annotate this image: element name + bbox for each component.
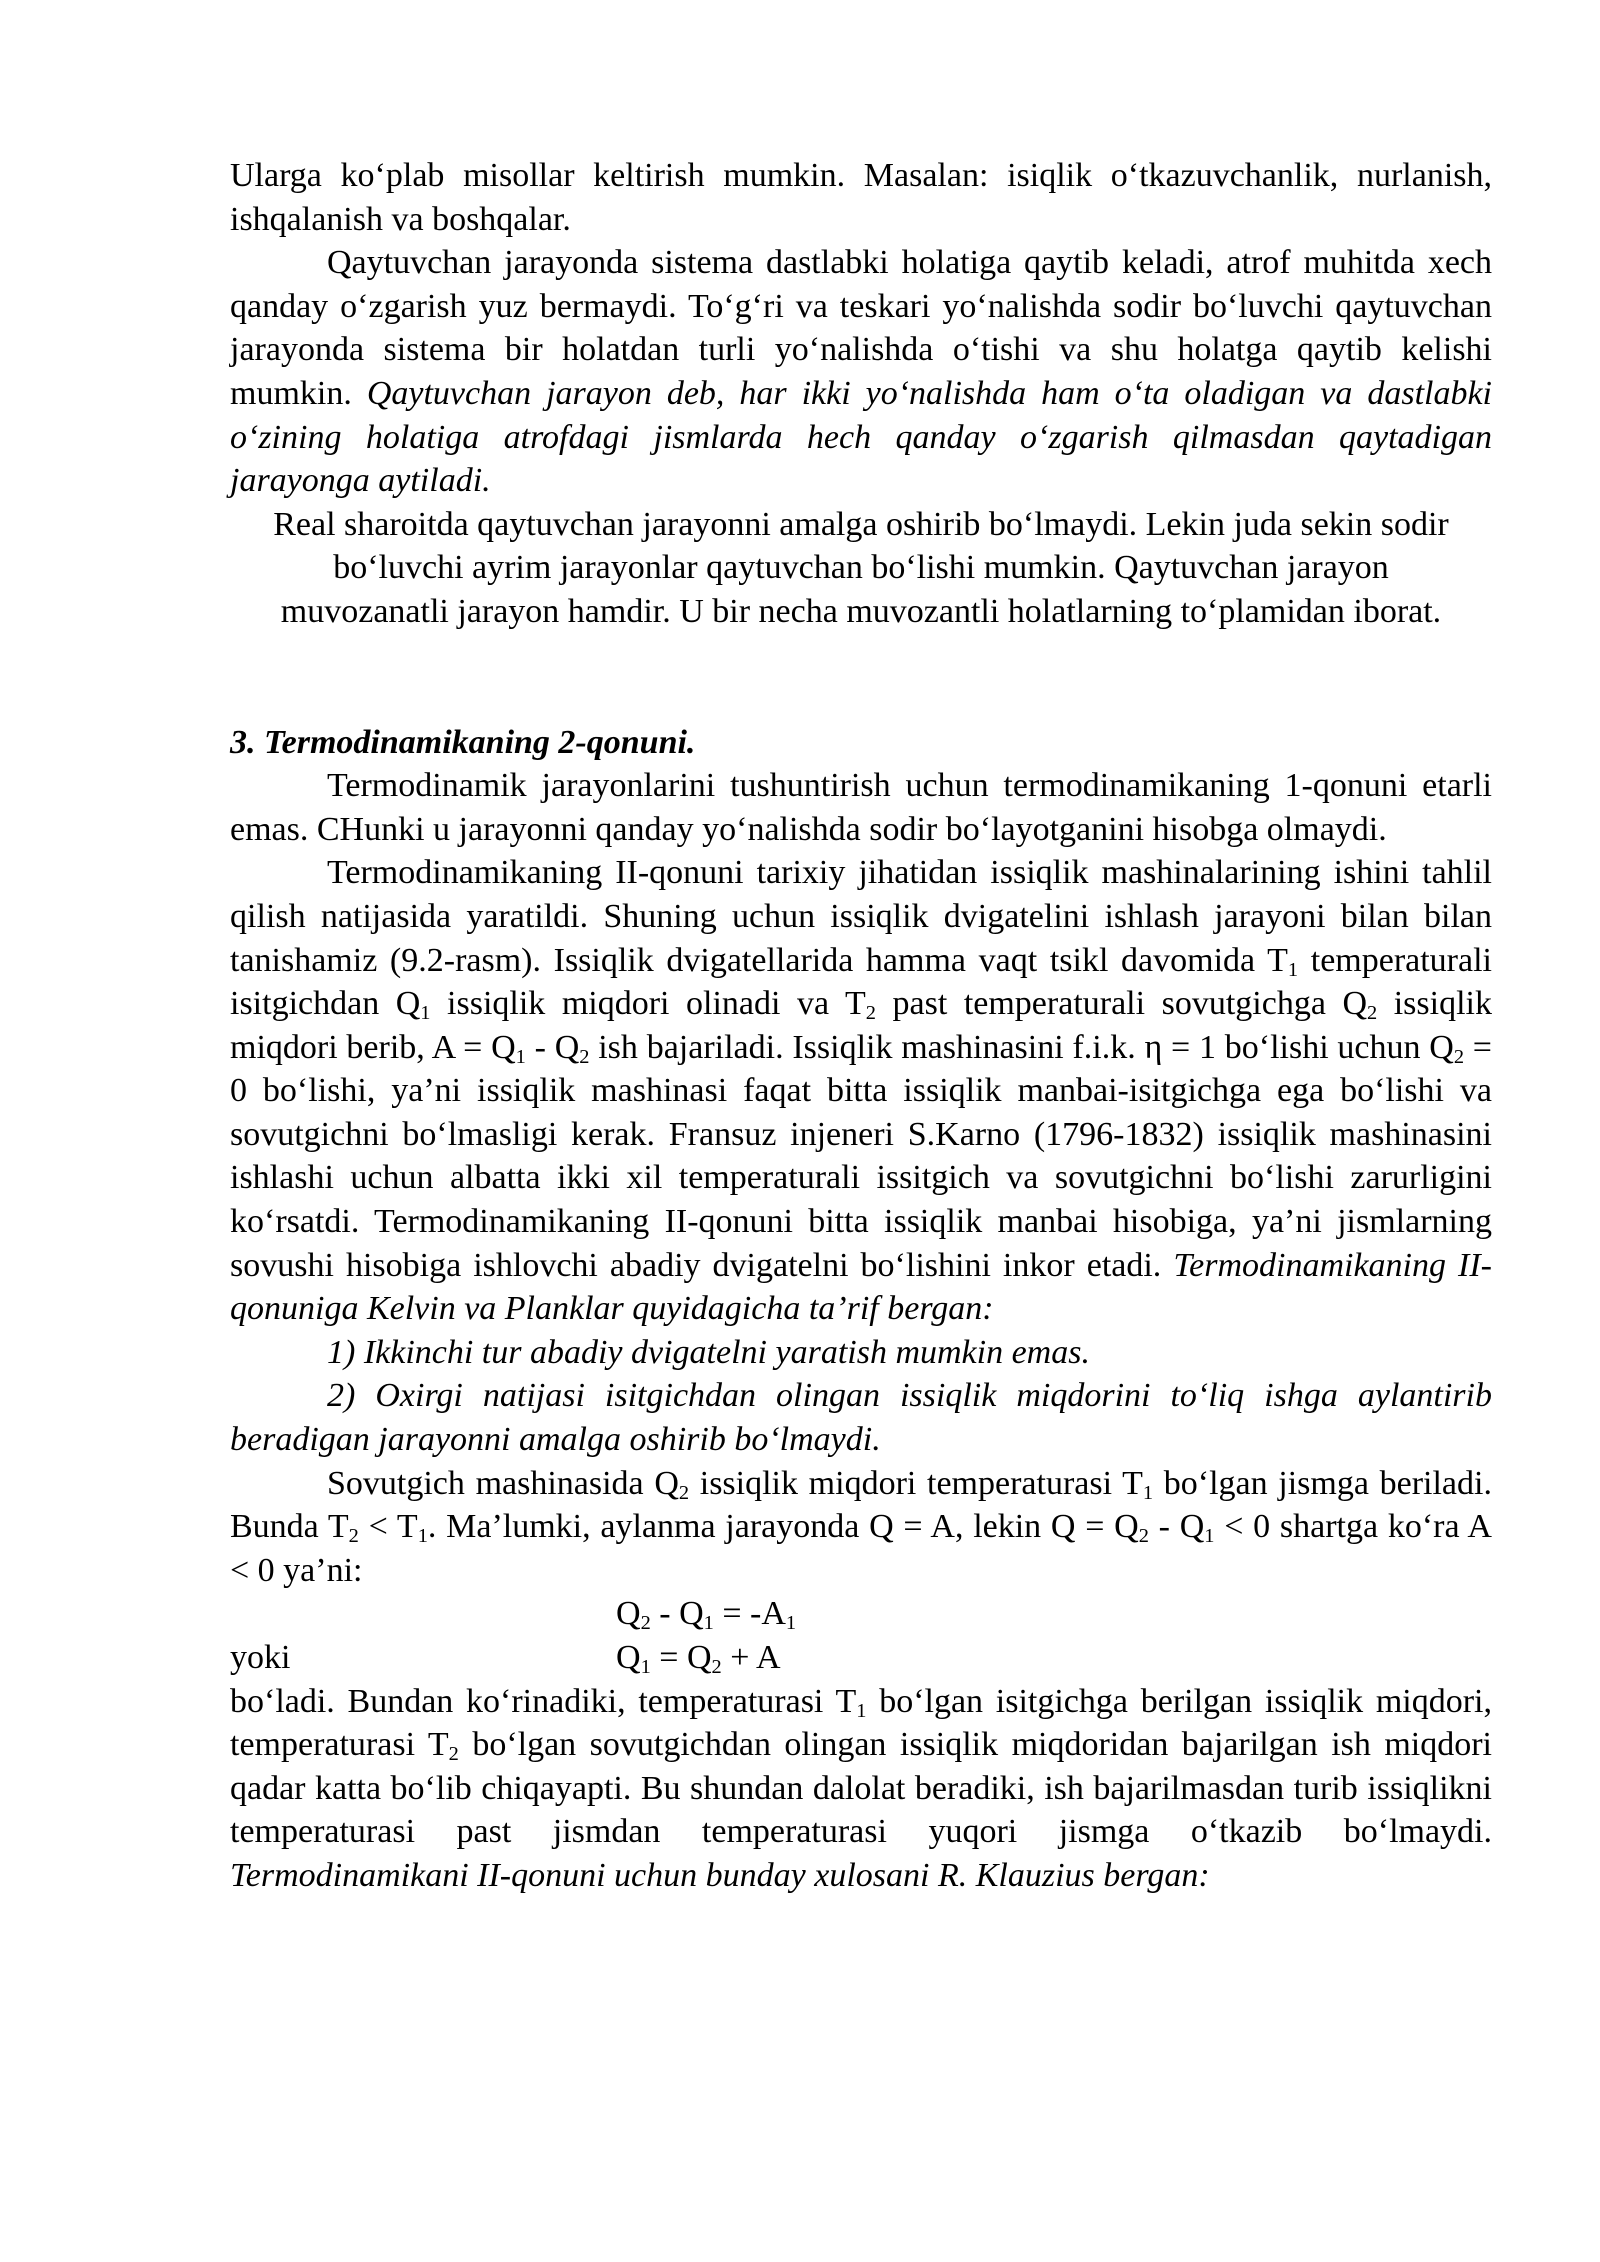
eq2-rhs: + A <box>721 1639 781 1676</box>
list-item-1: 1) Ikkinchi tur abadiy dvigatelni yaratish mumkin emas. <box>327 1333 1090 1371</box>
equation-2 <box>230 1636 1492 1680</box>
subscript: 2 <box>448 1743 459 1766</box>
subscript: 1 <box>640 1656 651 1679</box>
eq1-rhs: = -A <box>713 1595 786 1633</box>
eq2-eq: = Q <box>650 1639 712 1676</box>
p5-text-h: = 0 bo‘lishi, ya’ni issiqlik mashinasi faqat bitta issiqlik manbai-isitgichga ega bo‘lishi va sovutgichni bo‘lmasligi kerak. Fransuz injeneri S.Karno (1796-1832) issiqlik mashinasini ishlashi uchun albatta ikki xil temperaturali issitgich va sovutgichni bo‘lishi zarurligini ko‘rsatdi. Termodinamikaning II-qonuni bitta issiqlik manbai hisobiga, ya’ni jismlarning sovushi hisobiga ishlovchi abadiy dvigatelni bo‘lishini inkor etadi. <box>230 1028 1492 1284</box>
eq2-q: Q <box>616 1639 641 1676</box>
paragraph-3-centered: Real sharoitda qaytuvchan jarayonni amalga oshirib bo‘lmaydi. Lekin juda sekin sodir bo‘luvchi ayrim jarayonlar qaytuvchan bo‘lishi mumkin. Qaytuvchan jarayon muvozanatli jarayon hamdir. U bir necha muvozantli holatlarning to‘plamidan iborat. <box>273 505 1449 630</box>
p6-text-a: Sovutgich mashinasida Q <box>327 1464 679 1502</box>
subscript: 2 <box>1138 1525 1149 1548</box>
paragraph-7 <box>230 1680 1492 1898</box>
p6-text-b: issiqlik miqdori temperaturasi T <box>689 1464 1143 1502</box>
paragraph-2 <box>230 241 1492 503</box>
equation-2-label: yoki <box>230 1639 291 1676</box>
paragraph-4: Termodinamik jarayonlarini tushuntirish uchun termodinamikaning 1-qonuni etarli emas. CHunki u jarayonni qanday yo‘nalishda sodir bo‘layotganini hisobga olmaydi. <box>230 767 1492 848</box>
paragraph-2-text: Qaytuvchan jarayonda sistema dastlabki holatiga qaytib keladi, atrof muhitda xech qanday o‘zgarish yuz bermaydi. To‘g‘ri va teskari yo‘nalishda sodir bo‘luvchi qaytuvchan jarayonda sistema bir holatdan turli yo‘nalishda o‘tishi va shu holatga qaytib kelishi mumkin. <box>230 244 1492 412</box>
p5-text-g: ish bajariladi. Issiqlik mashinasini f.i.k. η = 1 bo‘lishi uchun Q <box>589 1028 1454 1066</box>
subscript: 2 <box>865 1002 876 1025</box>
p7-text-a: bo‘ladi. Bundan ko‘rinadiki, temperaturasi T <box>230 1682 857 1720</box>
p7-italic: Termodinamikani II-qonuni uchun bunday xulosani R. Klauzius bergan: <box>230 1856 1210 1894</box>
p7-text-c: bo‘lgan sovutgichdan olingan issiqlik miqdoridan bajarilgan ish miqdori qadar katta bo‘lib chiqayapti. Bu shundan dalolat beradiki, ish bajarilmasdan turib issiqlikni temperaturasi past jismdan temperaturasi yuqori jismga o‘tkazib bo‘lmaydi. <box>230 1726 1493 1851</box>
subscript: 1 <box>1142 1481 1154 1504</box>
subscript: 1 <box>515 1045 526 1068</box>
p5-italic: Termodinamikaning II-qonuniga Kelvin va Planklar quyidagicha ta’rif bergan: <box>230 1246 1493 1328</box>
p6-text-f: - Q <box>1148 1508 1205 1546</box>
paragraph-6 <box>230 1462 1492 1593</box>
subscript: 2 <box>1367 1002 1378 1025</box>
section-heading: 3. Termodinamikaning 2-qonuni. <box>230 723 696 761</box>
paragraph-5 <box>230 851 1492 1331</box>
p5-text-d: past temperaturali sovutgichga Q <box>875 985 1367 1023</box>
subscript: 2 <box>348 1525 359 1548</box>
p5-text-c: issiqlik miqdori olinadi va T <box>430 985 866 1023</box>
p5-text-e: issiqlik miqdori berib, A = Q <box>230 985 1492 1066</box>
subscript: 1 <box>420 1002 431 1025</box>
subscript: 1 <box>785 1612 797 1635</box>
p6-text-g: < 0 shartga ko‘ra A < 0 ya’ni: <box>230 1508 1492 1589</box>
subscript: 1 <box>1287 958 1299 981</box>
p6-text-d: < T <box>358 1508 418 1546</box>
p6-text-c: bo‘lgan jismga beriladi. Bunda T <box>230 1464 1492 1546</box>
equation-1-body <box>616 1592 796 1636</box>
definition-reversible: Qaytuvchan jarayon deb, har ikki yo‘nalishda ham o‘ta oladigan va dastlabki o‘zining holatiga atrofdagi jismlarda hech qanday o‘zgarish qilmasdan qaytadigan jarayonga aytiladi. <box>230 374 1492 500</box>
eq1-minus: - Q <box>650 1595 704 1633</box>
p6-text-e: . Ma’lumki, aylanma jarayonda Q = A, lekin Q = Q <box>427 1508 1139 1546</box>
subscript: 2 <box>711 1656 722 1679</box>
subscript: 1 <box>1204 1525 1215 1548</box>
p5-text-a: Termodinamikaning II-qonuni tarixiy jihatidan issiqlik mashinalarining ishini tahlil qilish natijasida yaratildi. Shuning uchun issiqlik dvigatelini ishlash jarayoni bilan bilan tanishamiz (9.2-rasm). Issiqlik dvigatellarida hamma vaqt tsikl davomida T <box>230 854 1492 979</box>
list-item-2: 2) Oxirgi natijasi isitgichdan olingan issiqlik miqdorini to‘liq ishga aylantirib beradigan jarayonni amalga oshirib bo‘lmaydi. <box>230 1377 1492 1459</box>
subscript: 2 <box>1453 1045 1465 1068</box>
p7-text-b: bo‘lgan isitgichga berilgan issiqlik miqdori, temperaturasi T <box>230 1682 1492 1764</box>
subscript: 1 <box>703 1612 714 1635</box>
subscript: 1 <box>856 1699 867 1722</box>
subscript: 2 <box>579 1045 590 1068</box>
subscript: 2 <box>640 1612 651 1635</box>
equation-2-body <box>616 1636 781 1680</box>
subscript: 1 <box>417 1525 428 1548</box>
paragraph-1: Ularga ko‘plab misollar keltirish mumkin. Masalan: isiqlik o‘tkazuvchanlik, nurlanish, ishqalanish va boshqalar. <box>230 157 1492 238</box>
p5-text-b: temperaturali isitgichdan Q <box>230 941 1492 1023</box>
equation-1 <box>230 1592 1492 1636</box>
equation-1-label <box>230 1592 616 1636</box>
eq1-q: Q <box>616 1595 641 1633</box>
p5-text-f: - Q <box>525 1028 580 1066</box>
text-column <box>230 154 1492 1898</box>
subscript: 2 <box>678 1481 690 1504</box>
